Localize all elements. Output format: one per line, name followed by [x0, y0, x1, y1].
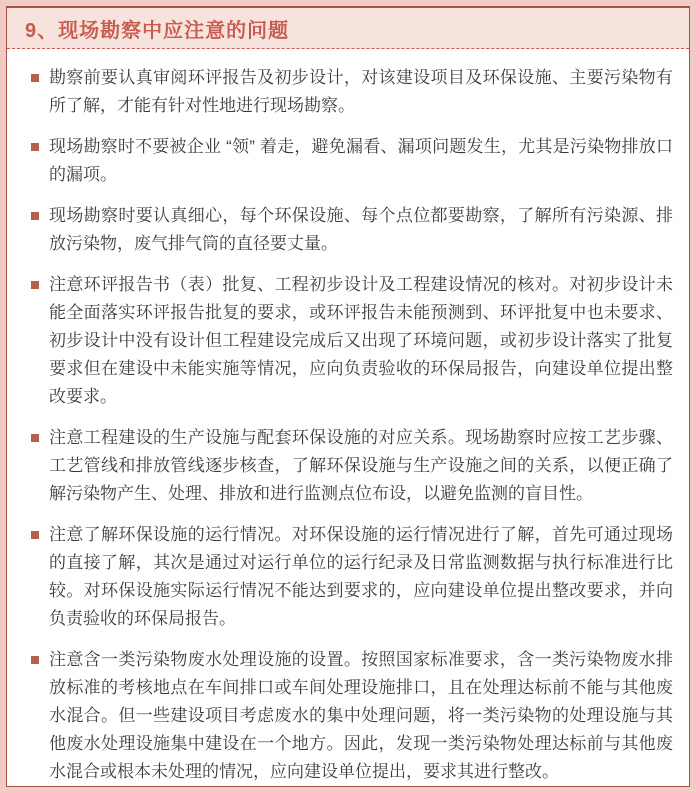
bullet-text: 注意工程建设的生产设施与配套环保设施的对应关系。现场勘察时应按工艺步骤、工艺管线和排放管线逐步核查，了解环保设施与生产设施之间的关系，以便正确了解污染物产生、处理、排放和进行监测点位布设，以避免监测的盲目性。 [49, 428, 673, 503]
list-item [31, 271, 673, 411]
content-box [6, 6, 690, 787]
bullet-text: 勘察前要认真审阅环评报告及初步设计，对该建设项目及环保设施、主要污染物有所了解，才能有针对性地进行现场勘察。 [49, 68, 673, 115]
bullet-square-icon [31, 143, 39, 151]
bullet-text: 现场勘察时不要被企业 “领” 着走，避免漏看、漏项问题发生，尤其是污染物排放口的漏项。 [49, 137, 673, 184]
list-item [31, 64, 673, 120]
body-area [7, 49, 689, 787]
section-header [7, 8, 689, 49]
list-item [31, 521, 673, 633]
list-item [31, 202, 673, 258]
bullet-square-icon [31, 656, 39, 664]
list-item [31, 646, 673, 786]
bullet-text: 注意环评报告书（表）批复、工程初步设计及工程建设情况的核对。对初步设计未能全面落实环评报告批复的要求，或环评报告未能预测到、环评批复中也未要求、初步设计中没有设计但工程建设完成后又出现了环境问题，或初步设计落实了批复要求但在建设中未能实施等情况，应向负责验收的环保局报告，向建设单位提出整改要求。 [49, 275, 673, 406]
list-item [31, 133, 673, 189]
bullet-square-icon [31, 281, 39, 289]
bullet-square-icon [31, 434, 39, 442]
bullet-square-icon [31, 212, 39, 220]
bullet-text: 注意含一类污染物废水处理设施的设置。按照国家标准要求，含一类污染物废水排放标准的考核地点在车间排口或车间处理设施排口，且在处理达标前不能与其他废水混合。但一些建设项目考虑废水的集中处理问题，将一类污染物的处理设施与其他废水处理设施集中建设在一个地方。因此，发现一类污染物处理达标前与其他废水混合或根本未处理的情况，应向建设单位提出，要求其进行整改。 [49, 650, 673, 781]
bullet-square-icon [31, 531, 39, 539]
bullet-square-icon [31, 74, 39, 82]
list-item [31, 424, 673, 508]
bullet-text: 现场勘察时要认真细心，每个环保设施、每个点位都要勘察，了解所有污染源、排放污染物，废气排气筒的直径要丈量。 [49, 206, 673, 253]
bullet-list [31, 64, 673, 786]
page-title: 9、现场勘察中应注意的问题 [25, 19, 290, 42]
bullet-text: 注意了解环保设施的运行情况。对环保设施的运行情况进行了解，首先可通过现场的直接了解，其次是通过对运行单位的运行纪录及日常监测数据与执行标准进行比较。对环保设施实际运行情况不能达到要求的，应向建设单位提出整改要求，并向负责验收的环保局报告。 [49, 525, 673, 628]
